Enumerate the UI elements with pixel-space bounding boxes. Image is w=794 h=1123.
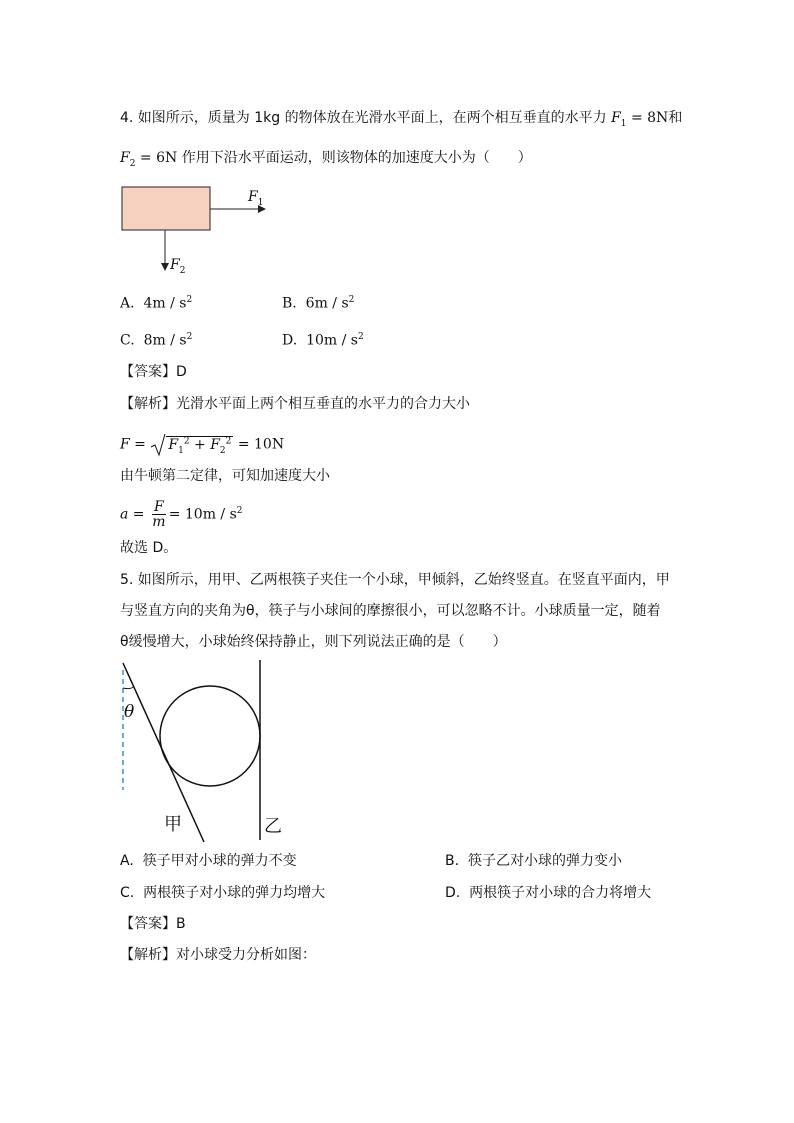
answer-tag: 【答案】: [120, 916, 176, 932]
q4-option-c[interactable]: C. $8m / s^2$: [120, 332, 193, 349]
sqrt-radicand: $F_1^2 + F_2^2$: [168, 436, 232, 456]
q4-stem-text1: 4. 如图所示，质量为 1kg 的物体放在光滑水平面上，在两个相互垂直的水平力: [120, 110, 607, 126]
q4-stem-line2: [120, 148, 532, 174]
q4-analysis-line1: 【解析】光滑水平面上两个相互垂直的水平力的合力大小: [120, 396, 470, 412]
q4-f1-equation: $F_1 = 8N$: [611, 110, 669, 129]
fraction: $\frac{F}{m}$: [152, 499, 166, 531]
q4-stem-text2: 作用下沿水平面运动，则该物体的加速度大小为（ ）: [181, 150, 532, 166]
q5-chopsticks-diagram: [118, 660, 298, 845]
q4-f2-equation: $F_2 = 6N$: [120, 150, 178, 169]
theta-arc: [123, 686, 134, 689]
label-jia: 甲: [164, 814, 182, 835]
q4-stem-and: 和: [668, 110, 683, 126]
q5-stem-line1: 5. 如图所示，用甲、乙两根筷子夹住一个小球，甲倾斜，乙始终竖直。在竖直平面内，甲: [120, 572, 670, 588]
q4-f2-label: $F_2$: [170, 257, 186, 276]
q4-option-d[interactable]: D. $10m / s^2$: [282, 332, 364, 349]
q4-equation-2: a = $\frac{F}{m}$ = $10m / s^2$: [120, 499, 243, 531]
q4-f1-label: $F_1$: [248, 189, 264, 208]
small-ball: [160, 686, 260, 786]
q5-stem-line2: 与竖直方向的夹角为θ，筷子与小球间的摩擦很小，可以忽略不计。小球质量一定，随着: [120, 603, 661, 619]
q4-conclusion: 故选 D。: [120, 540, 178, 556]
q4-answer: [120, 362, 187, 382]
q5-analysis-line1: 【解析】对小球受力分析如图：: [120, 947, 316, 963]
q4-stem-line1: [120, 108, 682, 134]
q5-option-b[interactable]: B. 筷子乙对小球的弹力变小: [445, 853, 622, 869]
q5-option-c[interactable]: C. 两根筷子对小球的弹力均增大: [120, 885, 326, 901]
label-yi: 乙: [264, 816, 282, 837]
q4-f2-arrowhead: [161, 263, 169, 271]
q4-option-a[interactable]: A. $4m / s^2$: [120, 295, 193, 312]
q5-option-d[interactable]: D. 两根筷子对小球的合力将增大: [445, 885, 652, 901]
q4-option-b[interactable]: B. $6m / s^2$: [282, 295, 355, 312]
q5-option-a[interactable]: A. 筷子甲对小球的弹力不变: [120, 853, 297, 869]
sqrt-symbol: [150, 433, 166, 457]
q4-analysis-line2: 由牛顿第二定律，可知加速度大小: [120, 468, 330, 484]
theta-label: θ: [124, 702, 135, 722]
q4-force-diagram: [120, 183, 280, 283]
answer-tag: 【答案】: [120, 364, 176, 380]
answer-value: B: [176, 916, 186, 932]
q4-equation-1: $F = F_1^2 + F_2^2 = 10N$: [120, 428, 284, 463]
q5-answer: [120, 914, 186, 934]
analysis-tag: 【解析】: [120, 947, 176, 963]
analysis-tag: 【解析】: [120, 396, 176, 412]
q4-block: [122, 187, 210, 230]
q5-stem-line3: θ缓慢增大，小球始终保持静止，则下列说法正确的是（ ）: [120, 634, 507, 650]
answer-value: D: [176, 364, 187, 380]
